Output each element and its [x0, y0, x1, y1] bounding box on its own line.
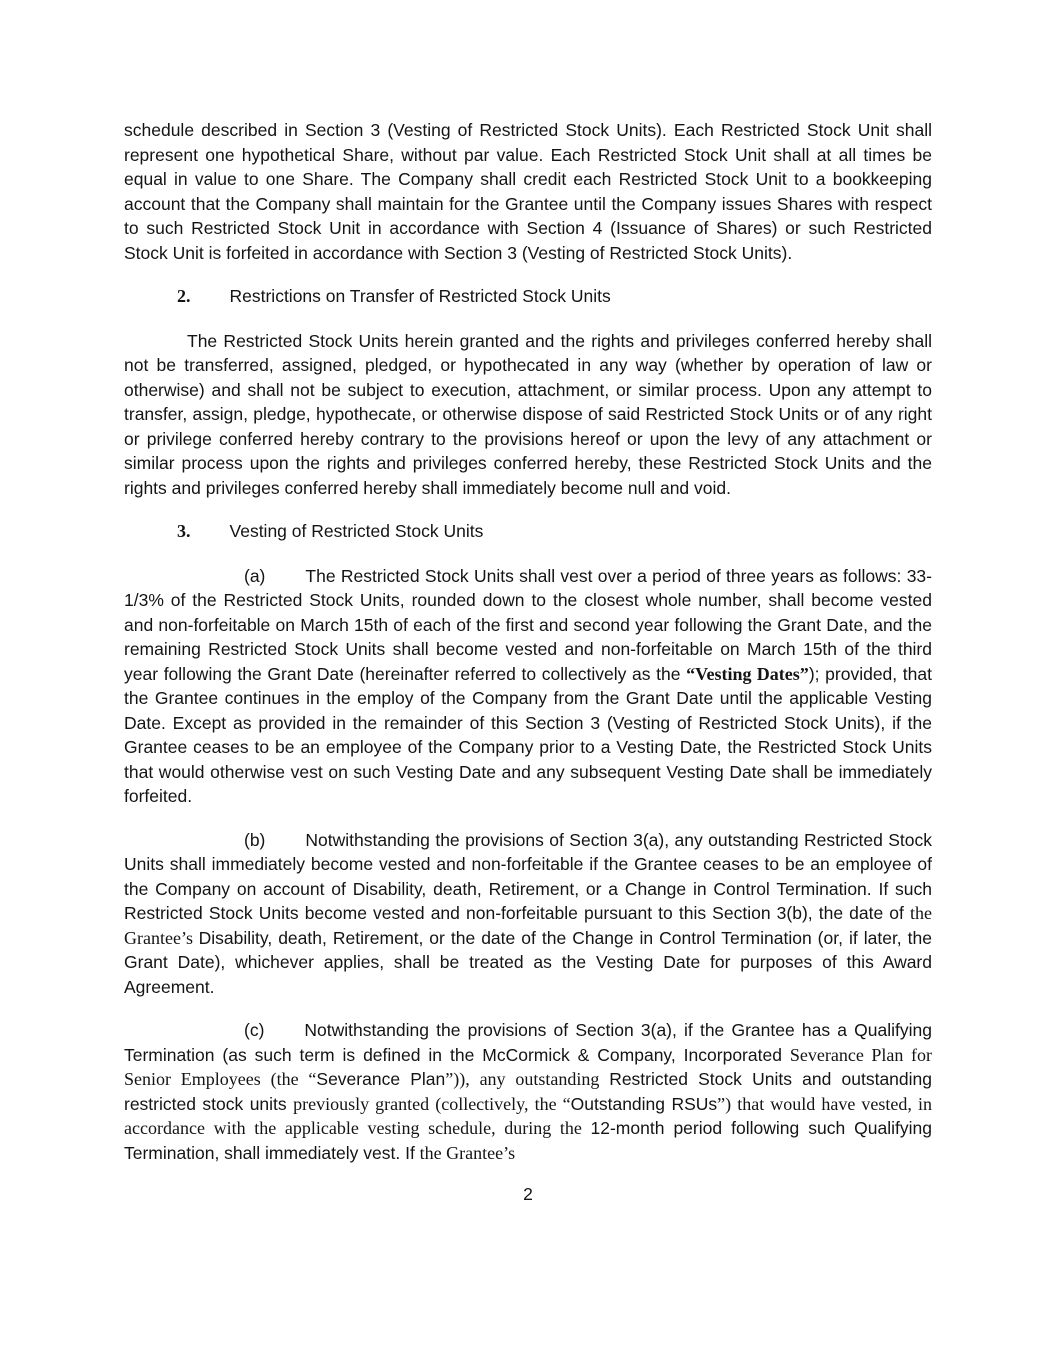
subparagraph-c [124, 1018, 932, 1165]
section-2-title: Restrictions on Transfer of Restricted Stock Units [229, 286, 611, 306]
section-heading-2 [124, 284, 932, 309]
paragraph-transfer-restrictions [124, 329, 932, 501]
text-run: Restricted Stock Units and outstanding restricted stock units [124, 1069, 932, 1114]
text-run: Notwithstanding the provisions of Section 3(a), if the Grantee has a Qualifying Termination (as such term is defined in the McCormick & Company, Incorporated [124, 1020, 932, 1065]
subparagraph-a-label: (a) [244, 565, 266, 586]
opening-paragraph [124, 118, 932, 265]
subparagraph-c-text [124, 1020, 932, 1163]
subparagraph-c-label: (c) [244, 1020, 265, 1040]
section-2-number: 2. [177, 286, 191, 306]
subparagraph-a [124, 564, 932, 809]
section-3-title: Vesting of Restricted Stock Units [229, 521, 484, 541]
text-run: the Grantee’s [419, 1142, 516, 1163]
section-heading-3 [124, 519, 932, 544]
text-run: The Restricted Stock Units herein granted and the rights and privileges conferred hereby shall not be transferred, assigned, pledged, or hypothecated in any way (whether by operation of law or otherwise) and shall not be subject to execution, attachment, or similar process. Upon any attempt to transfer, assign, pledge, hypothecate, or otherwise dispose of said Restricted Stock Units or of any right or privilege conferred hereby contrary to the provisions hereof or upon the levy of any attachment or similar process upon the rights and privileges conferred hereby, these Restricted Stock Units and the rights and privileges conferred hereby shall immediately become null and void. [124, 330, 932, 498]
subparagraph-a-text [124, 566, 932, 807]
subparagraph-b-label: (b) [244, 829, 266, 850]
text-run: the Grantee’s [124, 903, 932, 948]
text-run: Severance Plan [316, 1069, 446, 1089]
text-run: The Restricted Stock Units shall vest over a period of three years as follows: 33-1/3% of the Restricted Stock Units, rounded down to the closest whole number, shall become vested and non-forfeitable on March 15th of each of the first and second year following the Grant Date, and the remaining Restricted Stock Units shall become vested and non-forfeitable on March 15th of the third year following the Grant Date (hereinafter referred to collectively as the [124, 565, 932, 684]
page-number: 2 [523, 1184, 533, 1204]
text-run: Disability, death, Retirement, or the date of the Change in Control Termination (or, if later, the Grant Date), whichever applies, shall be treated as the Vesting Date for purposes of this Award Agreement. [124, 927, 932, 997]
text-run: ); provided, that the Grantee continues in the employ of the Company from the Grant Date until the applicable Vesting Date. Except as provided in the remainder of this Section 3 (Vesting of Restricted Stock Units), if the Grantee ceases to be an employee of the Company prior to a Vesting Date, the Restricted Stock Units that would otherwise vest on such Vesting Date and any subsequent Vesting Date shall be immediately forfeited. [124, 663, 932, 806]
text-run: Outstanding RSUs [570, 1093, 718, 1114]
text-run: previously granted (collectively, the “ [293, 1093, 571, 1114]
text-run: ”) that would have vested, in accordance with the applicable vesting schedule, during the [124, 1093, 932, 1138]
text-run: ”)), any outstanding [445, 1069, 610, 1089]
text-run: schedule described in Section 3 (Vesting of Restricted Stock Units). Each Restricted Stock Unit shall represent one hypothetical Share, without par value. Each Restricted Stock Unit shall at all times be equal in value to one Share. The Company shall credit each Restricted Stock Unit to a bookkeeping account that the Company shall maintain for the Grantee until the Company issues Shares with respect to such Restricted Stock Unit in accordance with Section 4 (Issuance of Shares) or such Restricted Stock Unit is forfeited in accordance with Section 3 (Vesting of Restricted Stock Units). [124, 120, 932, 263]
text-run: Severance Plan for Senior Employees (the “ [124, 1044, 932, 1089]
subparagraph-b [124, 828, 932, 1000]
subparagraph-b-text [124, 830, 932, 997]
text-run: Notwithstanding the provisions of Section 3(a), any outstanding Restricted Stock Units shall immediately become vested and non-forfeitable if the Grantee ceases to be an employee of the Company on account of Disability, death, Retirement, or a Change in Control Termination. If such Restricted Stock Units become vested and non-forfeitable pursuant to this Section 3(b), the date of [124, 829, 932, 923]
text-run: 12-month period following such Qualifying Termination, shall immediately vest. If [124, 1118, 933, 1163]
section-3-number: 3. [177, 521, 191, 541]
text-run: “Vesting Dates” [686, 663, 809, 684]
